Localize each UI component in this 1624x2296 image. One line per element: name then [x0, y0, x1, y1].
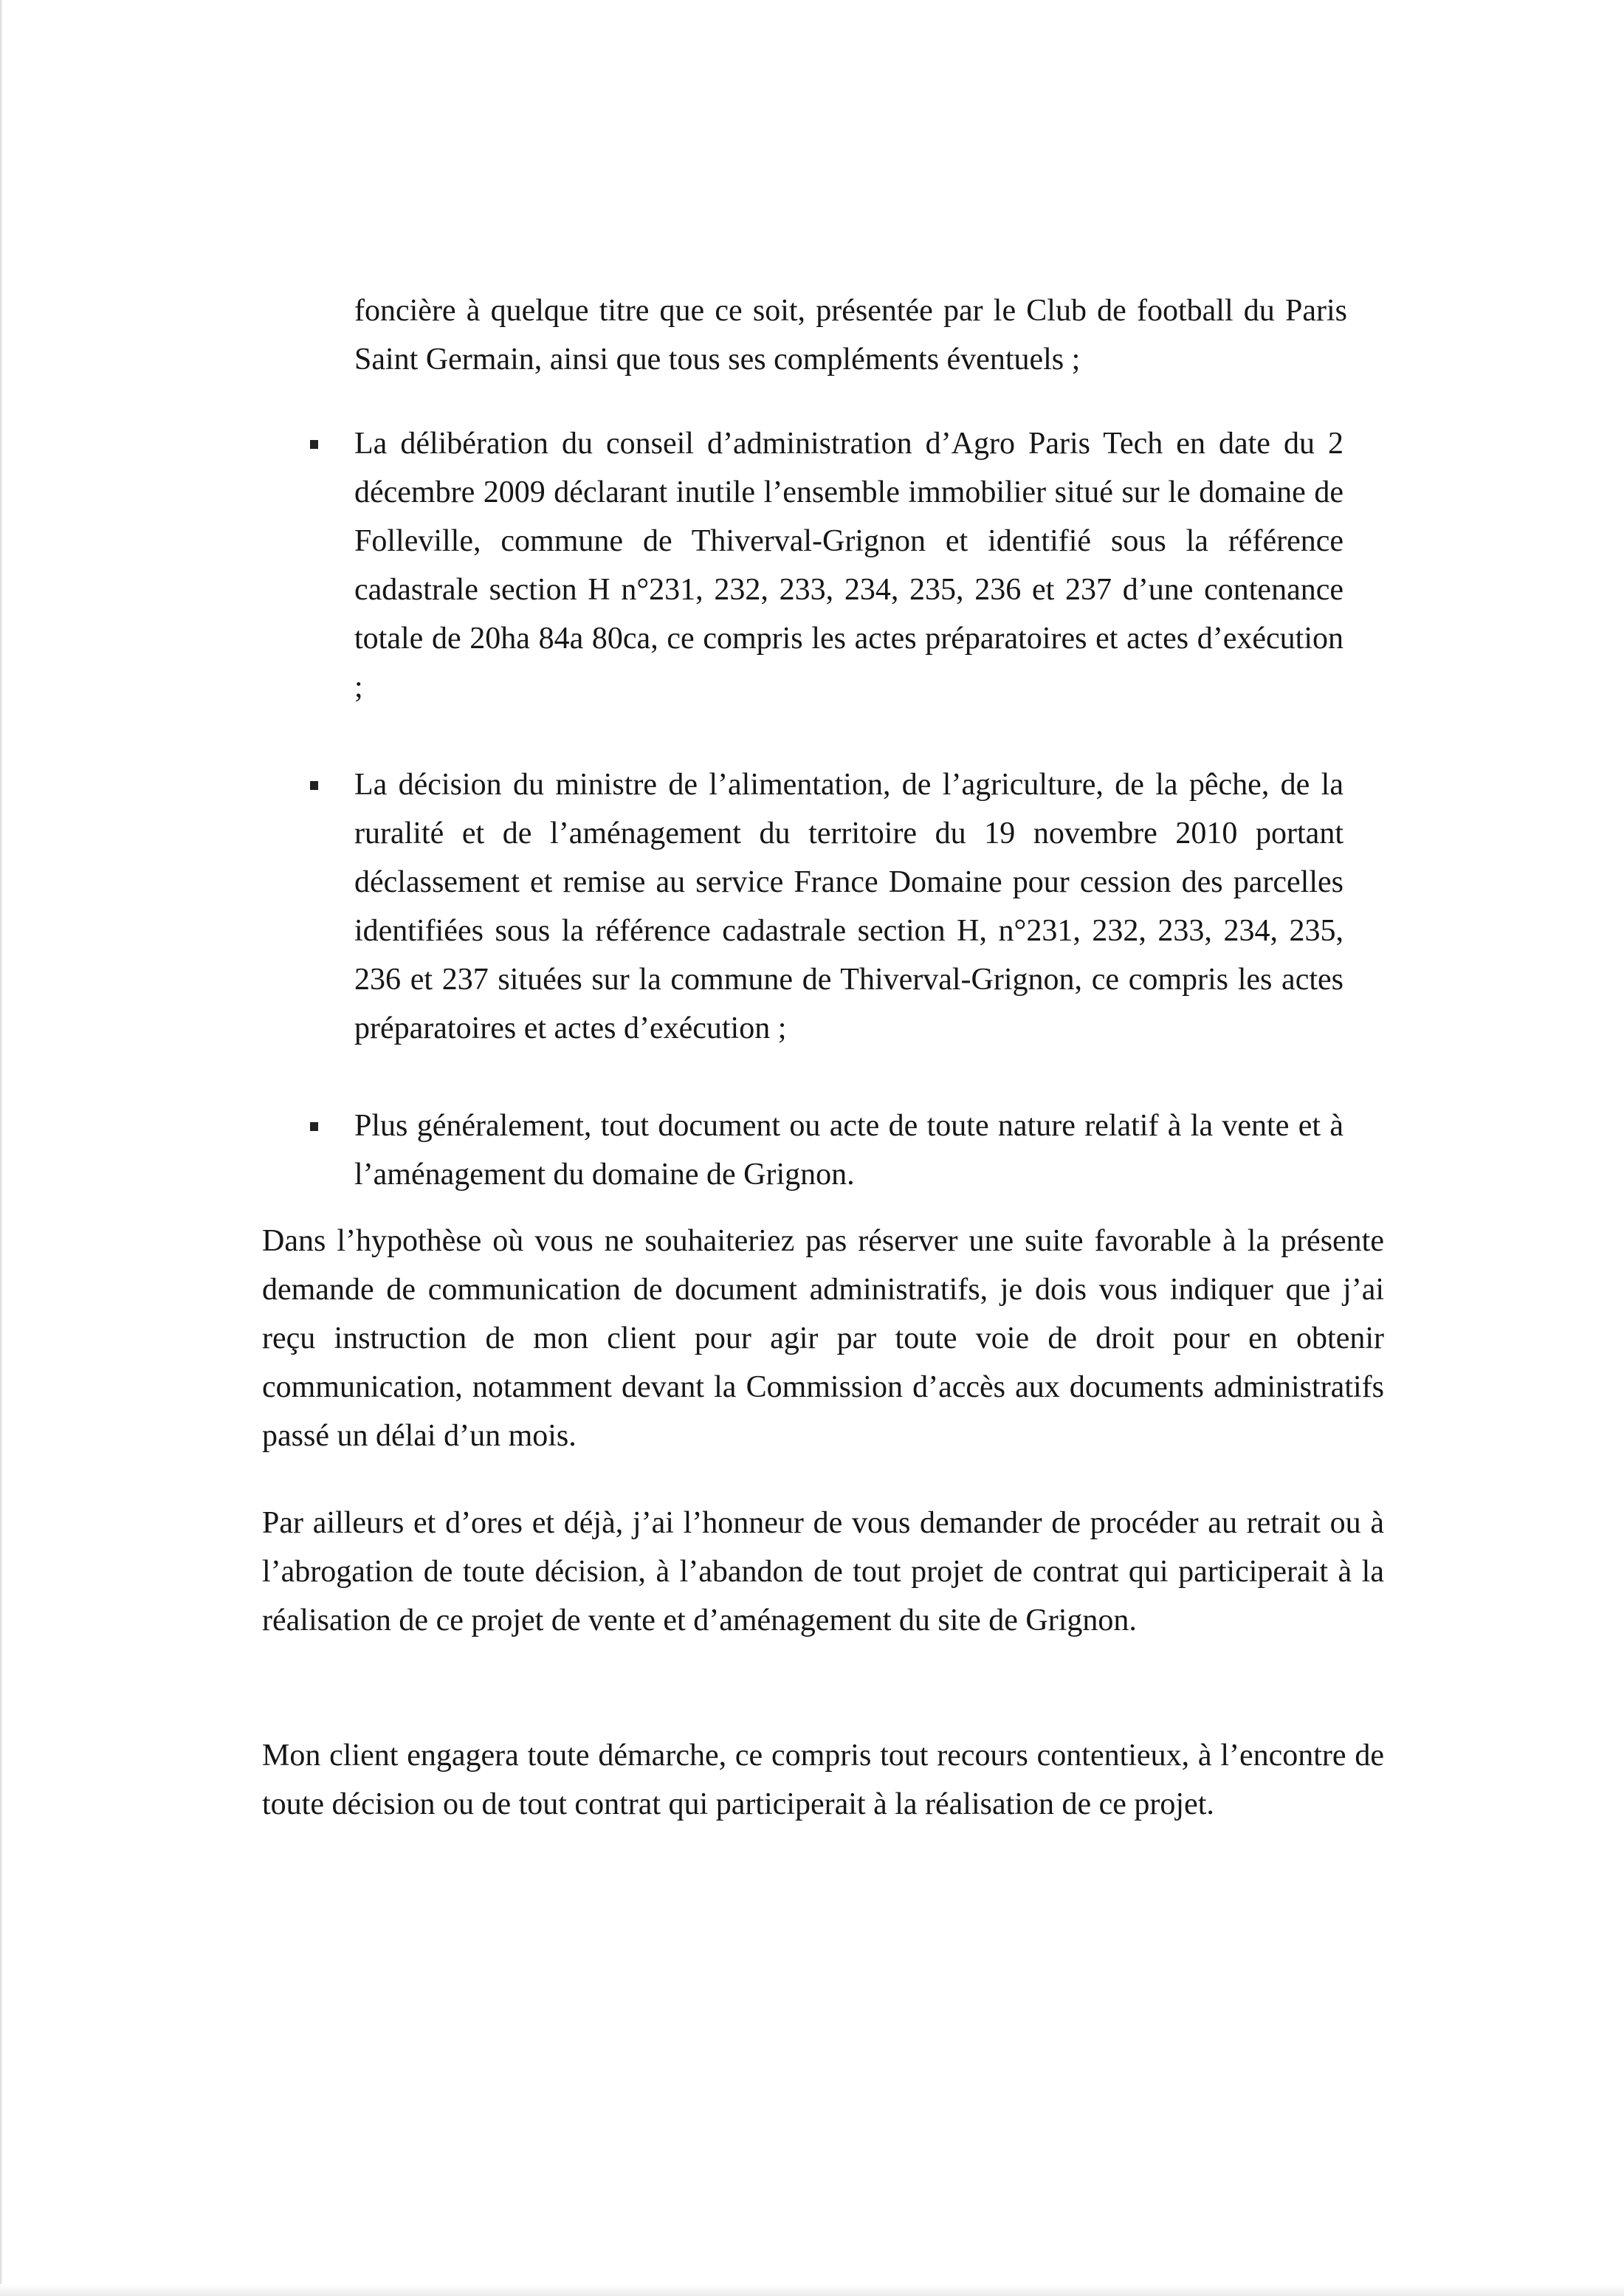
list-item — [306, 419, 1343, 712]
paragraph-text: Dans l’hypothèse où vous ne souhaiteriez pas réserver une suite favorable à la présente demande de communication de document administratifs, je dois vous indiquer que j’ai reçu instruction de mon client pour agir par toute voie de droit pour en obtenir communication, notamment devant la Commission d’accès aux documents administratifs passé un délai d’un mois. — [262, 1224, 1384, 1453]
paragraph-communication-refusal — [262, 1217, 1384, 1460]
scan-edge-left — [0, 0, 2, 2296]
paragraph-client-action — [262, 1731, 1384, 1829]
square-bullet-icon — [310, 1122, 318, 1131]
paragraph-withdrawal-request — [262, 1499, 1384, 1645]
list-item — [306, 1101, 1343, 1199]
paragraph-text: Par ailleurs et d’ores et déjà, j’ai l’honneur de vous demander de procéder au retrait ou à l’abrogation de toute décision, à l’abandon de tout projet de contrat qui participerait à la réalisation de ce projet de vente et d’aménagement du site de Grignon. — [262, 1506, 1384, 1637]
paragraph-text: Mon client engagera toute démarche, ce compris tout recours contentieux, à l’encontre de toute décision ou de tout contrat qui participerait à la réalisation de ce projet. — [262, 1739, 1384, 1821]
square-bullet-icon — [310, 440, 318, 449]
list-item-text: Plus généralement, tout document ou acte de toute nature relatif à la vente et à l’aménagement du domaine de Grignon. — [354, 1109, 1343, 1192]
list-item-text: La décision du ministre de l’alimentation, de l’agriculture, de la pêche, de la ruralité et de l’aménagement du territoire du 19 novembre 2010 portant déclassement et remise au service France Domaine pour cession des parcelles identifiées sous la référence cadastrale section H, n°231, 232, 233, 234, 235, 236 et 237 situées sur la commune de Thiverval-Grignon, ce compris les actes préparatoires et actes d’exécution ; — [354, 768, 1343, 1045]
list-item — [306, 760, 1343, 1053]
scan-edge-bottom — [0, 2284, 1624, 2296]
square-bullet-icon — [310, 781, 318, 790]
intro-text: foncière à quelque titre que ce soit, présentée par le Club de football du Paris Saint Germain, ainsi que tous ses compléments éventuels ; — [354, 294, 1347, 377]
document-list — [306, 419, 1343, 1248]
intro-paragraph — [354, 286, 1347, 384]
list-item-text: La délibération du conseil d’administration d’Agro Paris Tech en date du 2 décembre 2009 déclarant inutile l’ensemble immobilier situé sur le domaine de Folleville, commune de Thiverval-Grignon et identifié sous la référence cadastrale section H n°231, 232, 233, 234, 235, 236 et 237 d’une contenance totale de 20ha 84a 80ca, ce compris les actes préparatoires et actes d’exécution ; — [354, 427, 1343, 704]
